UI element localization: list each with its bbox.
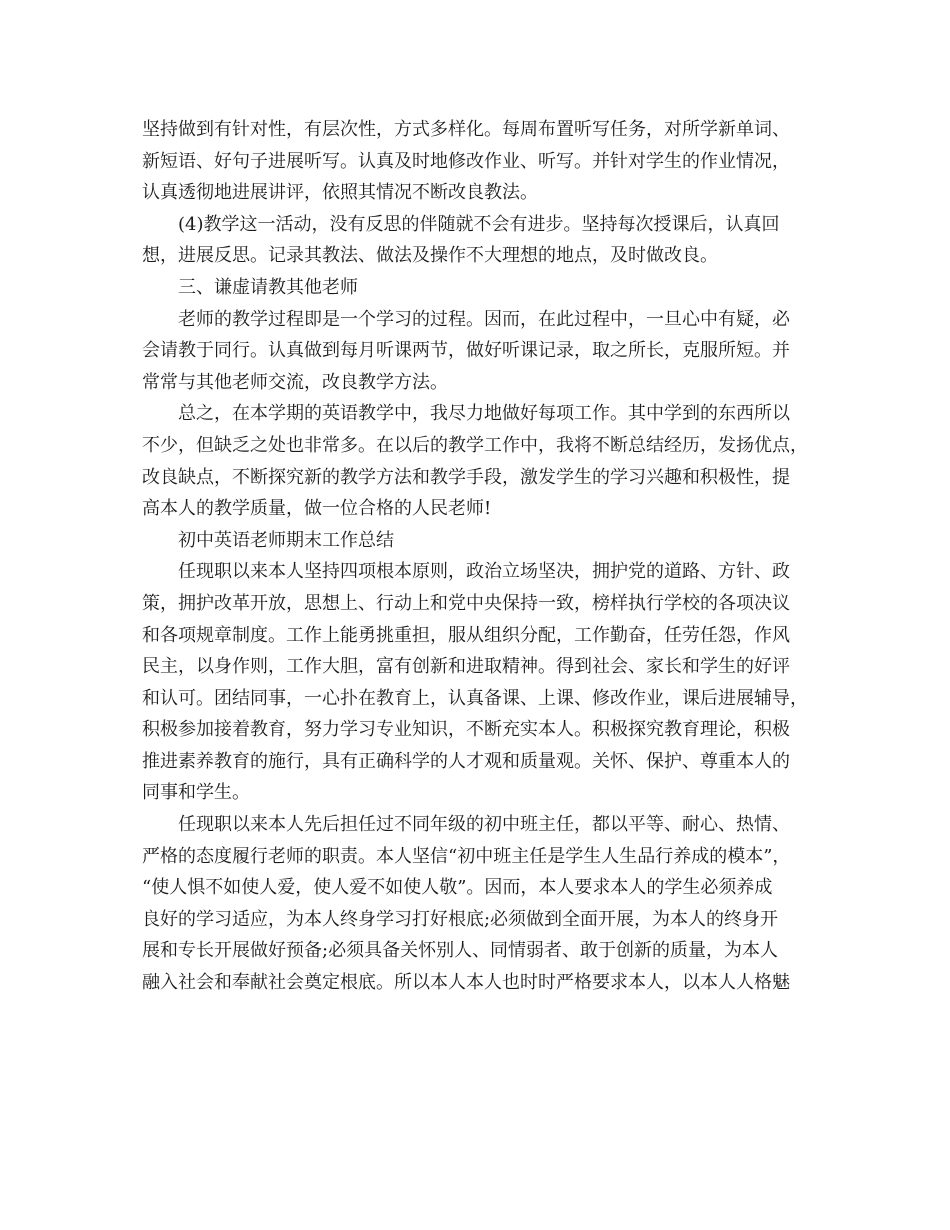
- text-line: “使人惧不如使人爱，使人爱不如使人敬”。因而，本人要求本人的学生必须养成: [142, 877, 773, 899]
- text-line: 想，进展反思。记录其教法、做法及操作不大理想的地点，及时做改良。: [142, 245, 718, 267]
- text-line: 推进素养教育的施行，具有正确科学的人才观和质量观。关怀、保护、尊重本人的: [142, 750, 790, 772]
- text-line: 总之，在本学期的英语教学中，我尽力地做好每项工作。其中学到的东西所以: [178, 403, 790, 425]
- text-line: 三、谦虚请教其他老师: [178, 276, 358, 298]
- text-line: 高本人的教学质量，做一位合格的人民老师!: [142, 498, 492, 520]
- text-line: 常常与其他老师交流，改良教学方法。: [142, 371, 448, 393]
- text-line: 民主，以身作则，工作大胆，富有创新和进取精神。得到社会、家长和学生的好评: [142, 656, 790, 678]
- text-line: 策，拥护改革开放，思想上、行动上和党中央保持一致，榜样执行学校的各项决议: [142, 592, 790, 614]
- text-line: 老师的教学过程即是一个学习的过程。因而，在此过程中，一旦心中有疑，必: [178, 308, 790, 330]
- text-line: 任现职以来本人先后担任过不同年级的初中班主任，都以平等、耐心、热情、: [178, 814, 790, 836]
- text-line: 坚持做到有针对性，有层次性，方式多样化。每周布置听写任务，对所学新单词、: [142, 119, 790, 140]
- text-line: 新短语、好句子进展听写。认真及时地修改作业、听写。并针对学生的作业情况，: [142, 150, 790, 172]
- text-line: 认真透彻地进展讲评，依照其情况不断改良教法。: [142, 182, 538, 204]
- text-line: 严格的态度履行老师的职责。本人坚信“初中班主任是学生人生品行养成的模本”，: [142, 845, 791, 867]
- text-line: (4)教学这一活动，没有反思的伴随就不会有进步。坚持每次授课后，认真回: [178, 213, 780, 235]
- text-line: 改良缺点，不断探究新的教学方法和教学手段，激发学生的学习兴趣和积极性，提: [142, 466, 790, 488]
- text-line: 融入社会和奉献社会奠定根底。所以本人本人也时时严格要求本人，以本人人格魅: [142, 972, 790, 994]
- text-line: 和各项规章制度。工作上能勇挑重担，服从组织分配，工作勤奋，任劳任怨，作风: [142, 624, 790, 646]
- text-line: 同事和学生。: [142, 782, 250, 804]
- text-line: 积极参加接着教育，努力学习专业知识，不断充实本人。积极探究教育理论，积极: [142, 719, 790, 741]
- text-line: 和认可。团结同事，一心扑在教育上，认真备课、上课、修改作业，课后进展辅导，: [142, 687, 808, 709]
- text-line: 任现职以来本人坚持四项根本原则，政治立场坚决，拥护党的道路、方针、政: [178, 561, 790, 583]
- text-line: 展和专长开展做好预备;必须具备关怀别人、同情弱者、敢于创新的质量，为本人: [142, 940, 779, 962]
- document-body: [142, 114, 822, 999]
- text-line: 会请教于同行。认真做到每月听课两节，做好听课记录，取之所长，克服所短。并: [142, 340, 790, 362]
- text-line: 良好的学习适应，为本人终身学习打好根底;必须做到全面开展，为本人的终身开: [142, 908, 779, 930]
- text-line: 初中英语老师期末工作总结: [178, 529, 394, 551]
- text-line: 不少，但缺乏之处也非常多。在以后的教学工作中，我将不断总结经历，发扬优点，: [142, 434, 808, 456]
